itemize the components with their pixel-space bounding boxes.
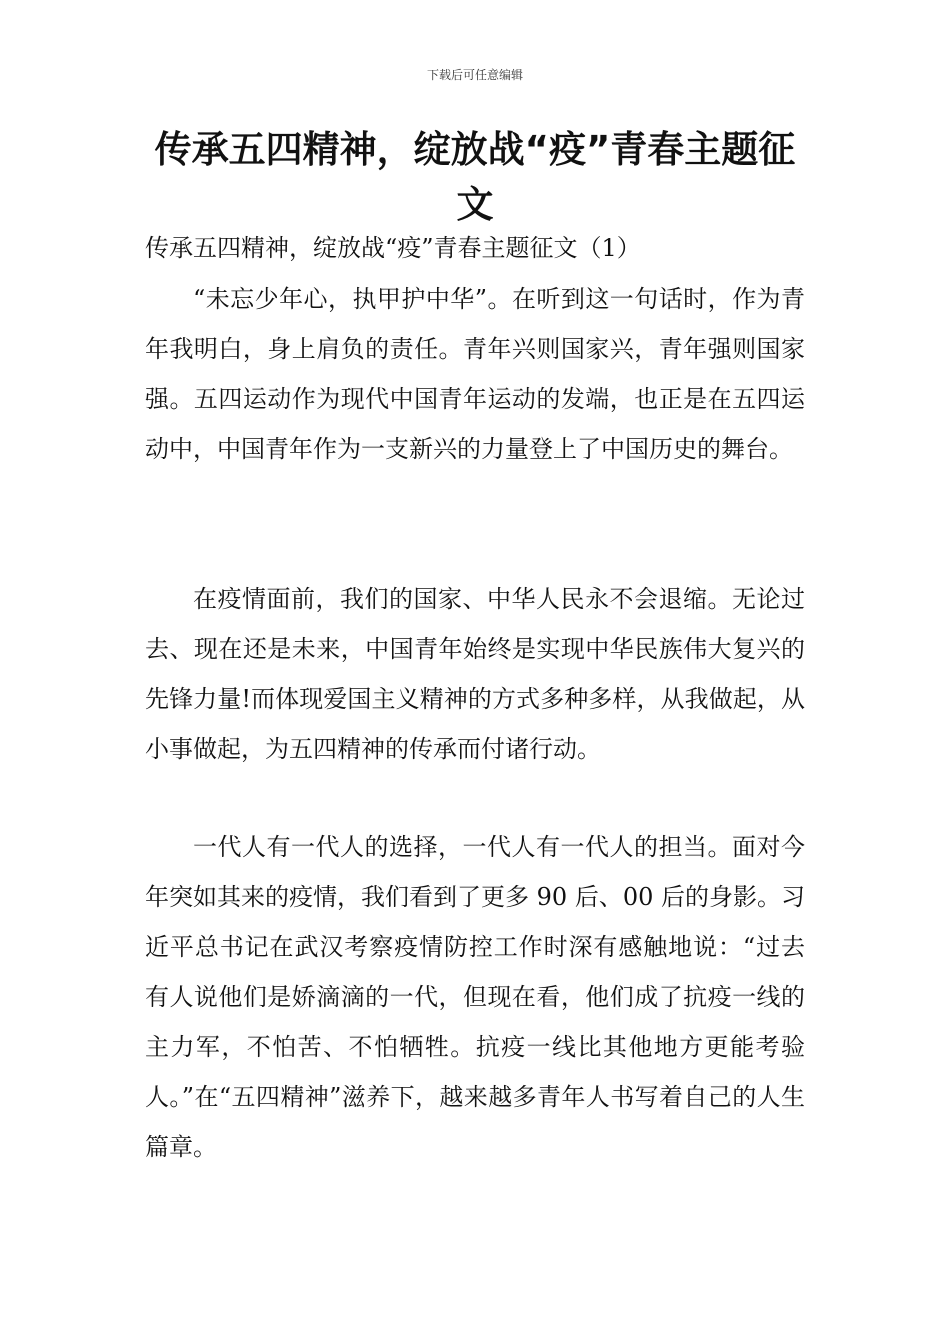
header-note: 下载后可任意编辑 — [426, 68, 523, 82]
paragraph-3: 一代人有一代人的选择，一代人有一代人的担当。面对今年突如其来的疫情，我们看到了更多 90 后、00 后的身影。习近平总书记在武汉考察疫情防控工作时深有感触地说：“过去有人说他们是娇滴滴的一代，但现在看，他们成了抗疫一线的主力军，不怕苦、不怕牺牲。抗疫一线比其他地方更能考验人。”在“五四精神”滋养下，越来越多青年人书写着自己的人生篇章。 — [145, 833, 805, 1161]
paragraph-1: “未忘少年心，执甲护中华”。在听到这一句话时，作为青年我明白，身上肩负的责任。青年兴则国家兴，青年强则国家强。五四运动作为现代中国青年运动的发端，也正是在五四运动中，中国青年作为一支新兴的力量登上了中国历史的舞台。 — [145, 285, 805, 463]
paragraph-2: 在疫情面前，我们的国家、中华人民永不会退缩。无论过去、现在还是未来，中国青年始终是实现中华民族伟大复兴的先锋力量!而体现爱国主义精神的方式多种多样，从我做起，从小事做起，为五四精神的传承而付诸行动。 — [145, 585, 805, 763]
document-title: 传承五四精神，绽放战“疫”青春主题征文 — [154, 128, 796, 226]
document-subtitle: 传承五四精神，绽放战“疫”青春主题征文（1） — [145, 234, 641, 262]
